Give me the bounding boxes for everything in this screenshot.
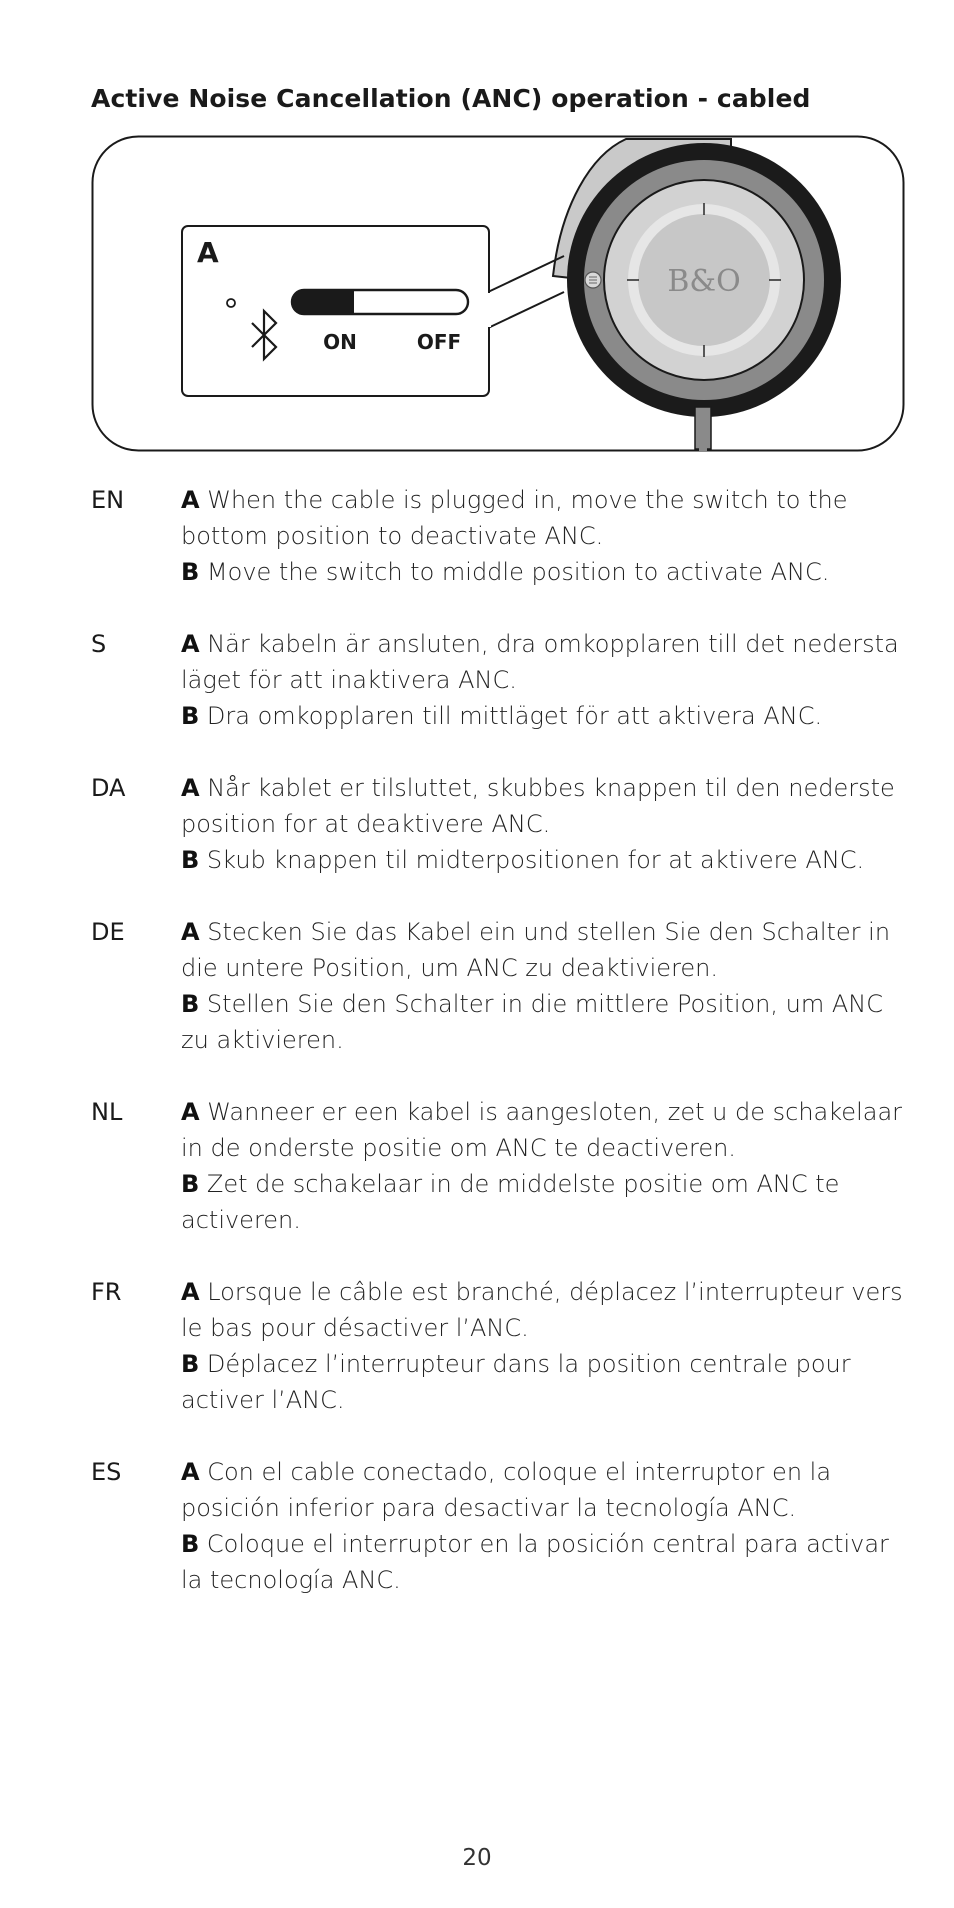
step-a: A Con el cable conectado, coloque el interruptor en la posición inferior para desactivar la tecnología ANC.: [181, 1458, 832, 1522]
bo-logo: B&O: [667, 264, 741, 299]
step-b: B Déplacez l’interrupteur dans la position centrale pour activer l’ANC.: [181, 1350, 851, 1414]
instruction-text: [181, 482, 911, 590]
language-code: DE: [91, 918, 125, 946]
language-code: DA: [91, 774, 126, 802]
instruction-text: [181, 914, 911, 1058]
language-code: NL: [91, 1098, 123, 1126]
step-a: A Lorsque le câble est branché, déplacez l’interrupteur vers le bas pour désactiver l’ANC.: [181, 1278, 903, 1342]
cable: [695, 407, 711, 449]
led-indicator: [227, 299, 235, 307]
panel-label: A: [197, 236, 219, 269]
step-b: B Dra omkopplaren till mittläget för att aktivera ANC.: [181, 702, 823, 730]
switch-on-label: ON: [323, 330, 357, 354]
switch-off-label: OFF: [416, 330, 462, 354]
section-nl: [91, 1094, 911, 1238]
section-da: [91, 770, 911, 878]
language-code: EN: [91, 486, 125, 514]
step-a: A When the cable is plugged in, move the switch to the bottom position to deactivate ANC.: [181, 486, 848, 550]
instruction-text: [181, 1094, 911, 1238]
step-b: B Stellen Sie den Schalter in die mittlere Position, um ANC zu aktivieren.: [181, 990, 883, 1054]
step-b: B Move the switch to middle position to activate ANC.: [181, 558, 830, 586]
step-b: B Skub knappen til midterpositionen for at aktivere ANC.: [181, 846, 865, 874]
step-a: A Når kablet er tilsluttet, skubbes knappen til den nederste position for at deaktivere ANC.: [181, 774, 895, 838]
instruction-text: [181, 770, 911, 878]
section-s: [91, 626, 911, 734]
step-b: B Coloque el interruptor en la posición central para activar la tecnología ANC.: [181, 1530, 889, 1594]
language-code: FR: [91, 1278, 122, 1306]
instruction-text: [181, 1274, 911, 1418]
section-en: [91, 482, 911, 590]
step-a: A När kabeln är ansluten, dra omkopplaren till det nedersta läget för att inaktivera ANC.: [181, 630, 899, 694]
step-a: A Stecken Sie das Kabel ein und stellen Sie den Schalter in die untere Position, um ANC zu deaktivieren.: [181, 918, 891, 982]
section-de: [91, 914, 911, 1058]
section-es: [91, 1454, 911, 1598]
language-sections: [91, 482, 911, 1634]
language-code: S: [91, 630, 107, 658]
step-a: A Wanneer er een kabel is aangesloten, zet u de schakelaar in de onderste positie om ANC te deactiveren.: [181, 1098, 903, 1162]
section-fr: [91, 1274, 911, 1418]
instruction-text: [181, 1454, 911, 1598]
instruction-text: [181, 626, 911, 734]
anc-switch-illustration: [91, 135, 905, 453]
page-title: Active Noise Cancellation (ANC) operation - cabled: [91, 84, 811, 113]
page-number: 20: [462, 1845, 492, 1871]
step-b: B Zet de schakelaar in de middelste positie om ANC te activeren.: [181, 1170, 840, 1234]
language-code: ES: [91, 1458, 122, 1486]
